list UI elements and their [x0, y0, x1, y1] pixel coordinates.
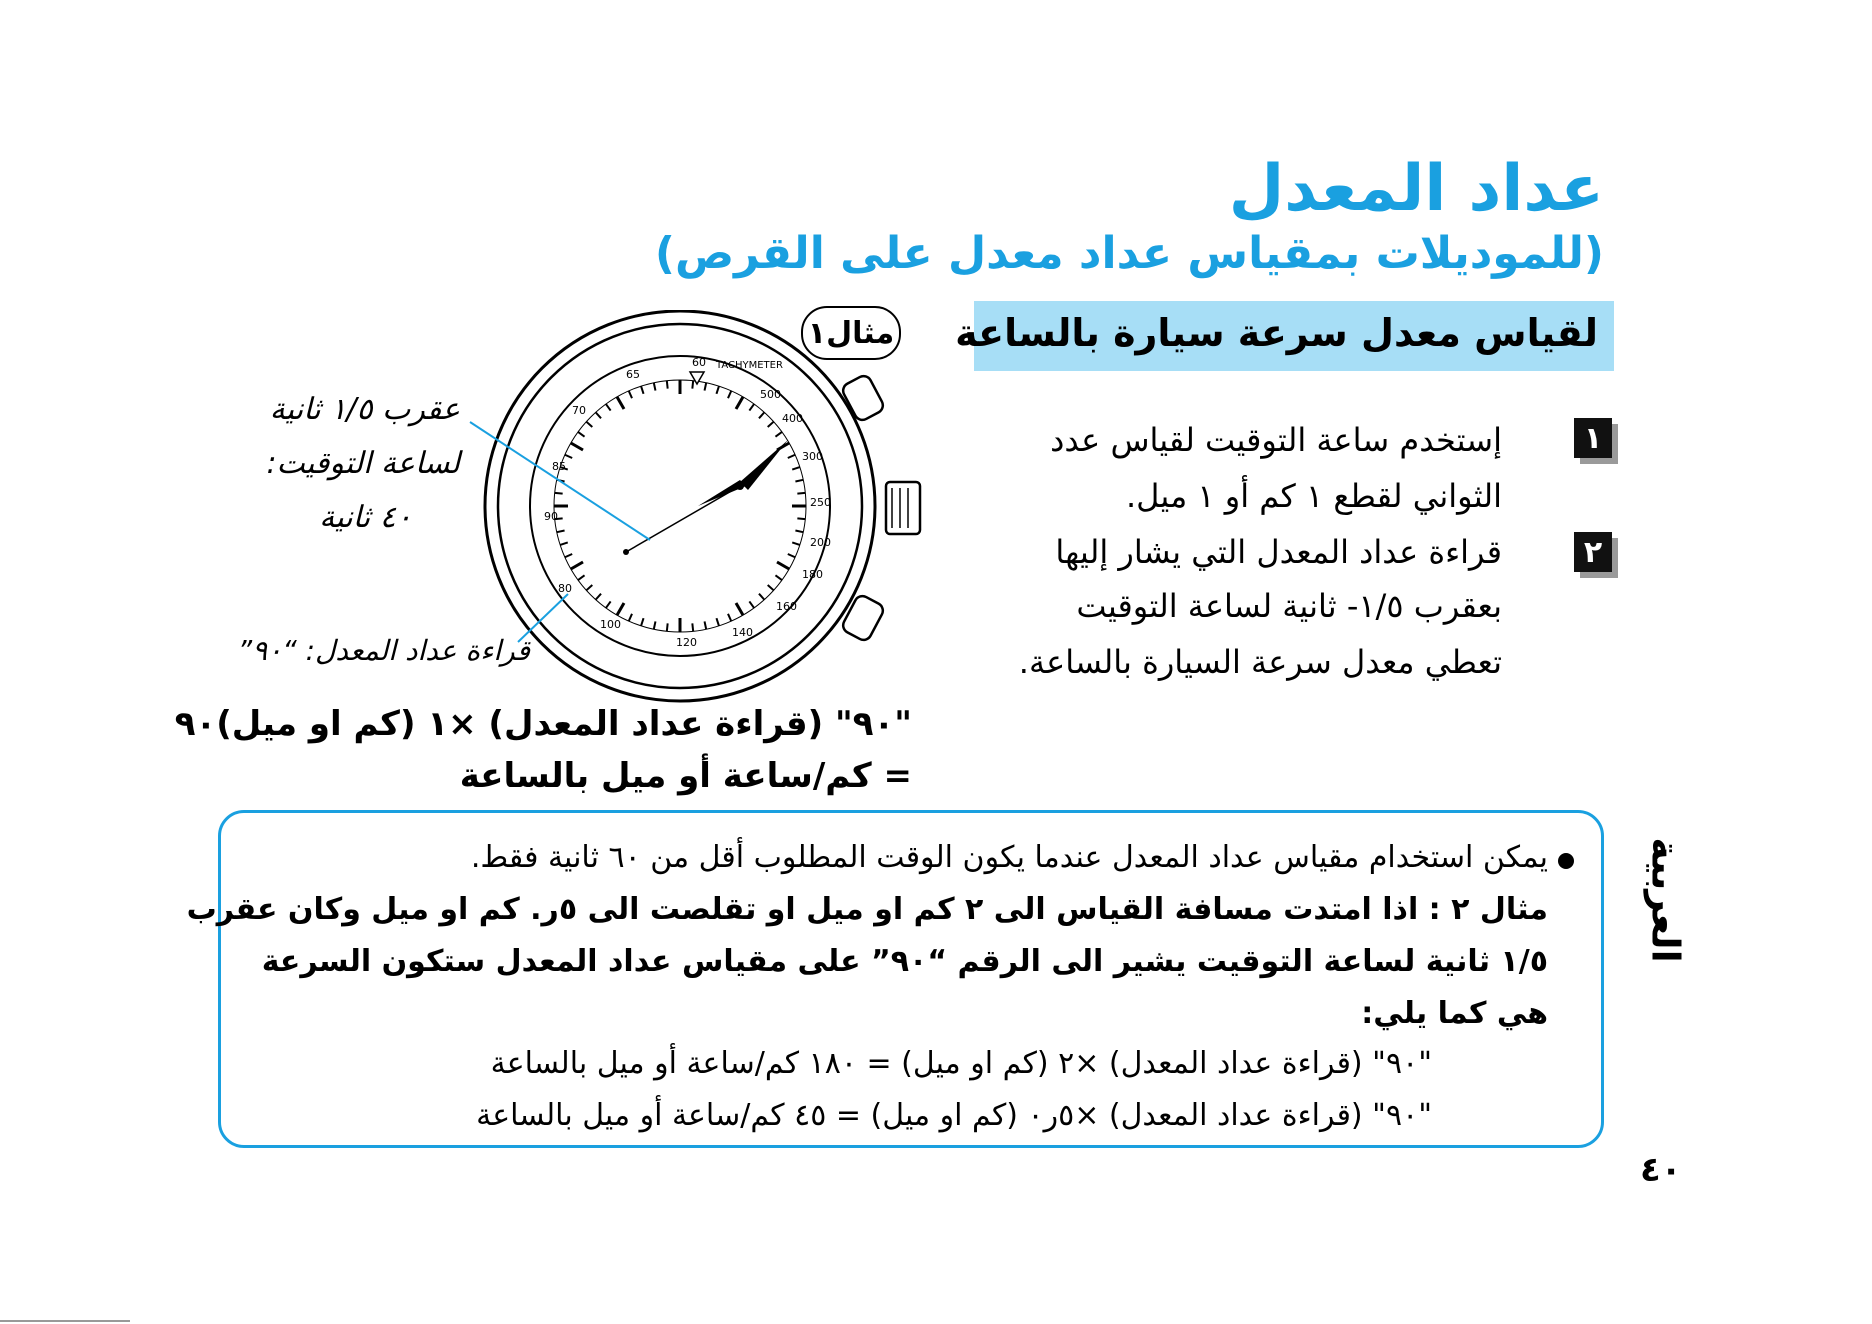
- callout-hand-line-1: عقرب ١/٥ ثانية: [269, 392, 460, 427]
- dial-tick: [797, 493, 805, 494]
- dial-label-300: 300: [802, 450, 823, 463]
- dial-label-180: 180: [802, 568, 823, 581]
- dial-label-80: 80: [558, 582, 572, 595]
- dial-label-65: 65: [626, 368, 640, 381]
- dial-brand-text: TACHYMETER: [716, 360, 783, 371]
- note-line-4: هي كما يلي:: [1361, 996, 1548, 1031]
- step-2-line-3: تعطي معدل سرعة السيارة بالساعة.: [1018, 643, 1502, 681]
- note-line-5: "٩٠" (قراءة عداد المعدل) ×٢ (كم او ميل) = ١٨٠ كم/ساعة أو ميل بالساعة: [490, 1046, 1432, 1081]
- dial-label-90: 90: [544, 510, 558, 523]
- dial-tick: [797, 518, 805, 519]
- page-title: عداد المعدل: [1228, 152, 1604, 226]
- note-line-6: "٩٠" (قراءة عداد المعدل) ×٥ر٠ (كم او ميل) = ٤٥ كم/ساعة أو ميل بالساعة: [476, 1098, 1432, 1133]
- callout-reading: قراءة عداد المعدل: “٩٠”: [237, 634, 530, 667]
- formula-line-1: "٩٠" (قراءة عداد المعدل) ×١ (كم او ميل)٩٠: [174, 704, 912, 744]
- note-line-1: يمكن استخدام مقياس عداد المعدل عندما يكون الوقت المطلوب أقل من ٦٠ ثانية فقط.: [470, 840, 1548, 875]
- step-number-1: ١: [1574, 418, 1612, 458]
- step-1-line-1: إستخدم ساعة التوقيت لقياس عدد: [1050, 421, 1502, 459]
- dial-tick: [692, 623, 693, 631]
- callout-hand-line-2: لساعة التوقيت:: [266, 446, 460, 481]
- page-subtitle: (للموديلات بمقياس عداد معدل على القرص): [654, 228, 1604, 279]
- note-line-2: مثال ٢ : اذا امتدت مسافة القياس الى ٢ كم او ميل او تقلصت الى ٥ر. كم او ميل وكان عقرب: [186, 892, 1548, 927]
- language-side-label: العربية: [1644, 837, 1688, 963]
- section-heading: لقياس معدل سرعة سيارة بالساعة: [955, 311, 1598, 355]
- dial-label-120: 120: [676, 636, 697, 649]
- dial-tick: [667, 381, 668, 389]
- dial-label-250: 250: [810, 496, 831, 509]
- dial-label-400: 400: [782, 412, 803, 425]
- step-1-line-2: الثواني لقطع ١ كم أو ١ ميل.: [1126, 477, 1502, 515]
- step-2-line-2: بعقرب ١/٥- ثانية لساعة التوقيت: [1076, 587, 1502, 625]
- step-2-line-1: قراءة عداد المعدل التي يشار إليها: [1055, 533, 1502, 571]
- formula-line-2: = كم/ساعة أو ميل بالساعة: [459, 756, 912, 796]
- bullet-icon: [1558, 853, 1574, 869]
- section-heading-band: [955, 301, 1614, 371]
- dial-label-100: 100: [600, 618, 621, 631]
- dial-label-200: 200: [810, 536, 831, 549]
- dial-label-60: 60: [692, 356, 706, 369]
- dial-label-160: 160: [776, 600, 797, 613]
- bottom-rule: [0, 1320, 130, 1322]
- example-label: مثال١: [801, 306, 901, 360]
- dial-label-500: 500: [760, 388, 781, 401]
- dial-label-140: 140: [732, 626, 753, 639]
- callout-leaders: [440, 400, 660, 660]
- note-line-3: ١/٥ ثانية لساعة التوقيت يشير الى الرقم “٩٠” على مقياس عداد المعدل ستكون السرعة: [261, 944, 1548, 979]
- page-number: ٤٠: [1640, 1150, 1682, 1190]
- dial-tick: [667, 623, 668, 631]
- callout-hand-line-3: ٤٠ ثانية: [319, 500, 412, 535]
- step-number-2: ٢: [1574, 532, 1612, 572]
- dial-tick: [692, 381, 693, 389]
- dial-label-70: 70: [572, 404, 586, 417]
- dial-label-85: 85: [552, 460, 566, 473]
